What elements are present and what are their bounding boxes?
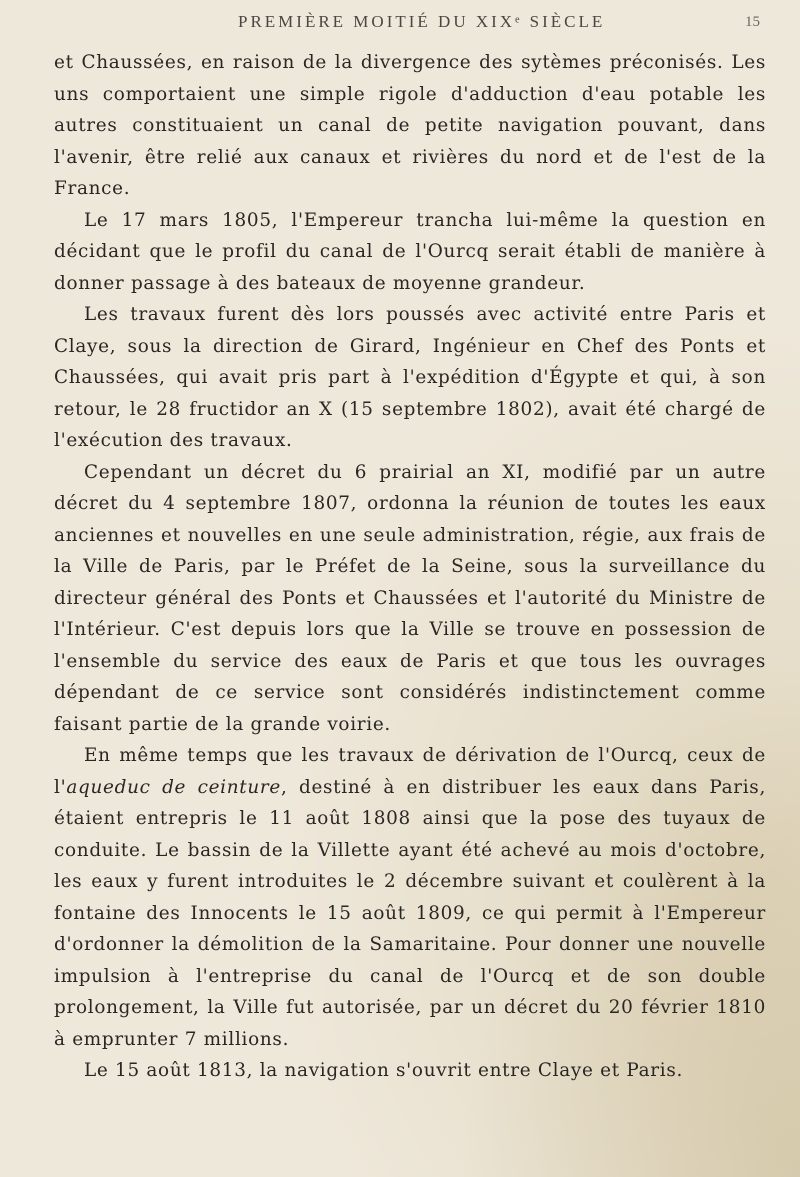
paragraph-5-text-after: , destiné à en distribuer les eaux dans Paris, étaient entrepris le 11 août 1808 ainsi que la pose des tuyaux de conduite. Le bassin de la Villette ayant été achevé au mois d'octobre, les eaux y furent introduites le 2 décembre suivant et coulèrent à la fontaine des Innocents le 15 août 1809, ce qui permit à l'Empereur d'ordonner la démolition de la Samaritaine. Pour donner une nouvelle impulsion à l'entreprise du canal de l'Ourcq et de son double prolongement, la Ville fut autorisée, par un décret du 20 février 1810 à emprunter 7 millions. [54, 776, 766, 1050]
running-head [0, 12, 800, 42]
page-number: 15 [745, 14, 760, 30]
paragraph-2: Le 17 mars 1805, l'Empereur trancha lui-même la question en décidant que le profil du canal de l'Ourcq serait établi de manière à donner passage à des bateaux de moyenne grandeur. [54, 209, 766, 294]
paragraph-5 [54, 740, 766, 1055]
paragraph-4: Cependant un décret du 6 prairial an XI, modifié par un autre décret du 4 septembre 1807, ordonna la réunion de toutes les eaux anciennes et nouvelles en une seule administration, régie, aux frais de la Ville de Paris, par le Préfet de la Seine, sous la surveillance du directeur général des Ponts et Chaussées et l'autorité du Ministre de l'Intérieur. C'est depuis lors que la Ville se trouve en possession de l'ensemble du service des eaux de Paris et que tous les ouvrages dépendant de ce service sont considérés indistinctement comme faisant partie de la grande voirie. [54, 461, 766, 735]
paragraph-3: Les travaux furent dès lors poussés avec activité entre Paris et Claye, sous la direction de Girard, Ingénieur en Chef des Ponts et Chaussées, qui avait pris part à l'expédition d'Égypte et qui, à son retour, le 28 fructidor an X (15 septembre 1802), avait été chargé de l'exécution des travaux. [54, 304, 766, 451]
paragraph-5-text-before: En même temps que les travaux de dérivation de l'Ourcq, ceux de l' [54, 745, 766, 798]
paragraph-1: et Chaussées, en raison de la divergence des sytèmes préconisés. Les uns comportaient une simple rigole d'adduction d'eau potable les autres constituaient un canal de petite navigation pouvant, dans l'avenir, être relié aux canaux et rivières du nord et de l'est de la France. [54, 52, 766, 199]
paragraph-6: Le 15 août 1813, la navigation s'ouvrit entre Claye et Paris. [84, 1060, 684, 1081]
body-text [54, 47, 766, 1087]
paragraph-5-italic-term: aqueduc de ceinture [66, 776, 281, 798]
running-title: PREMIÈRE MOITIÉ DU XIXᵉ SIÈCLE [238, 12, 606, 31]
